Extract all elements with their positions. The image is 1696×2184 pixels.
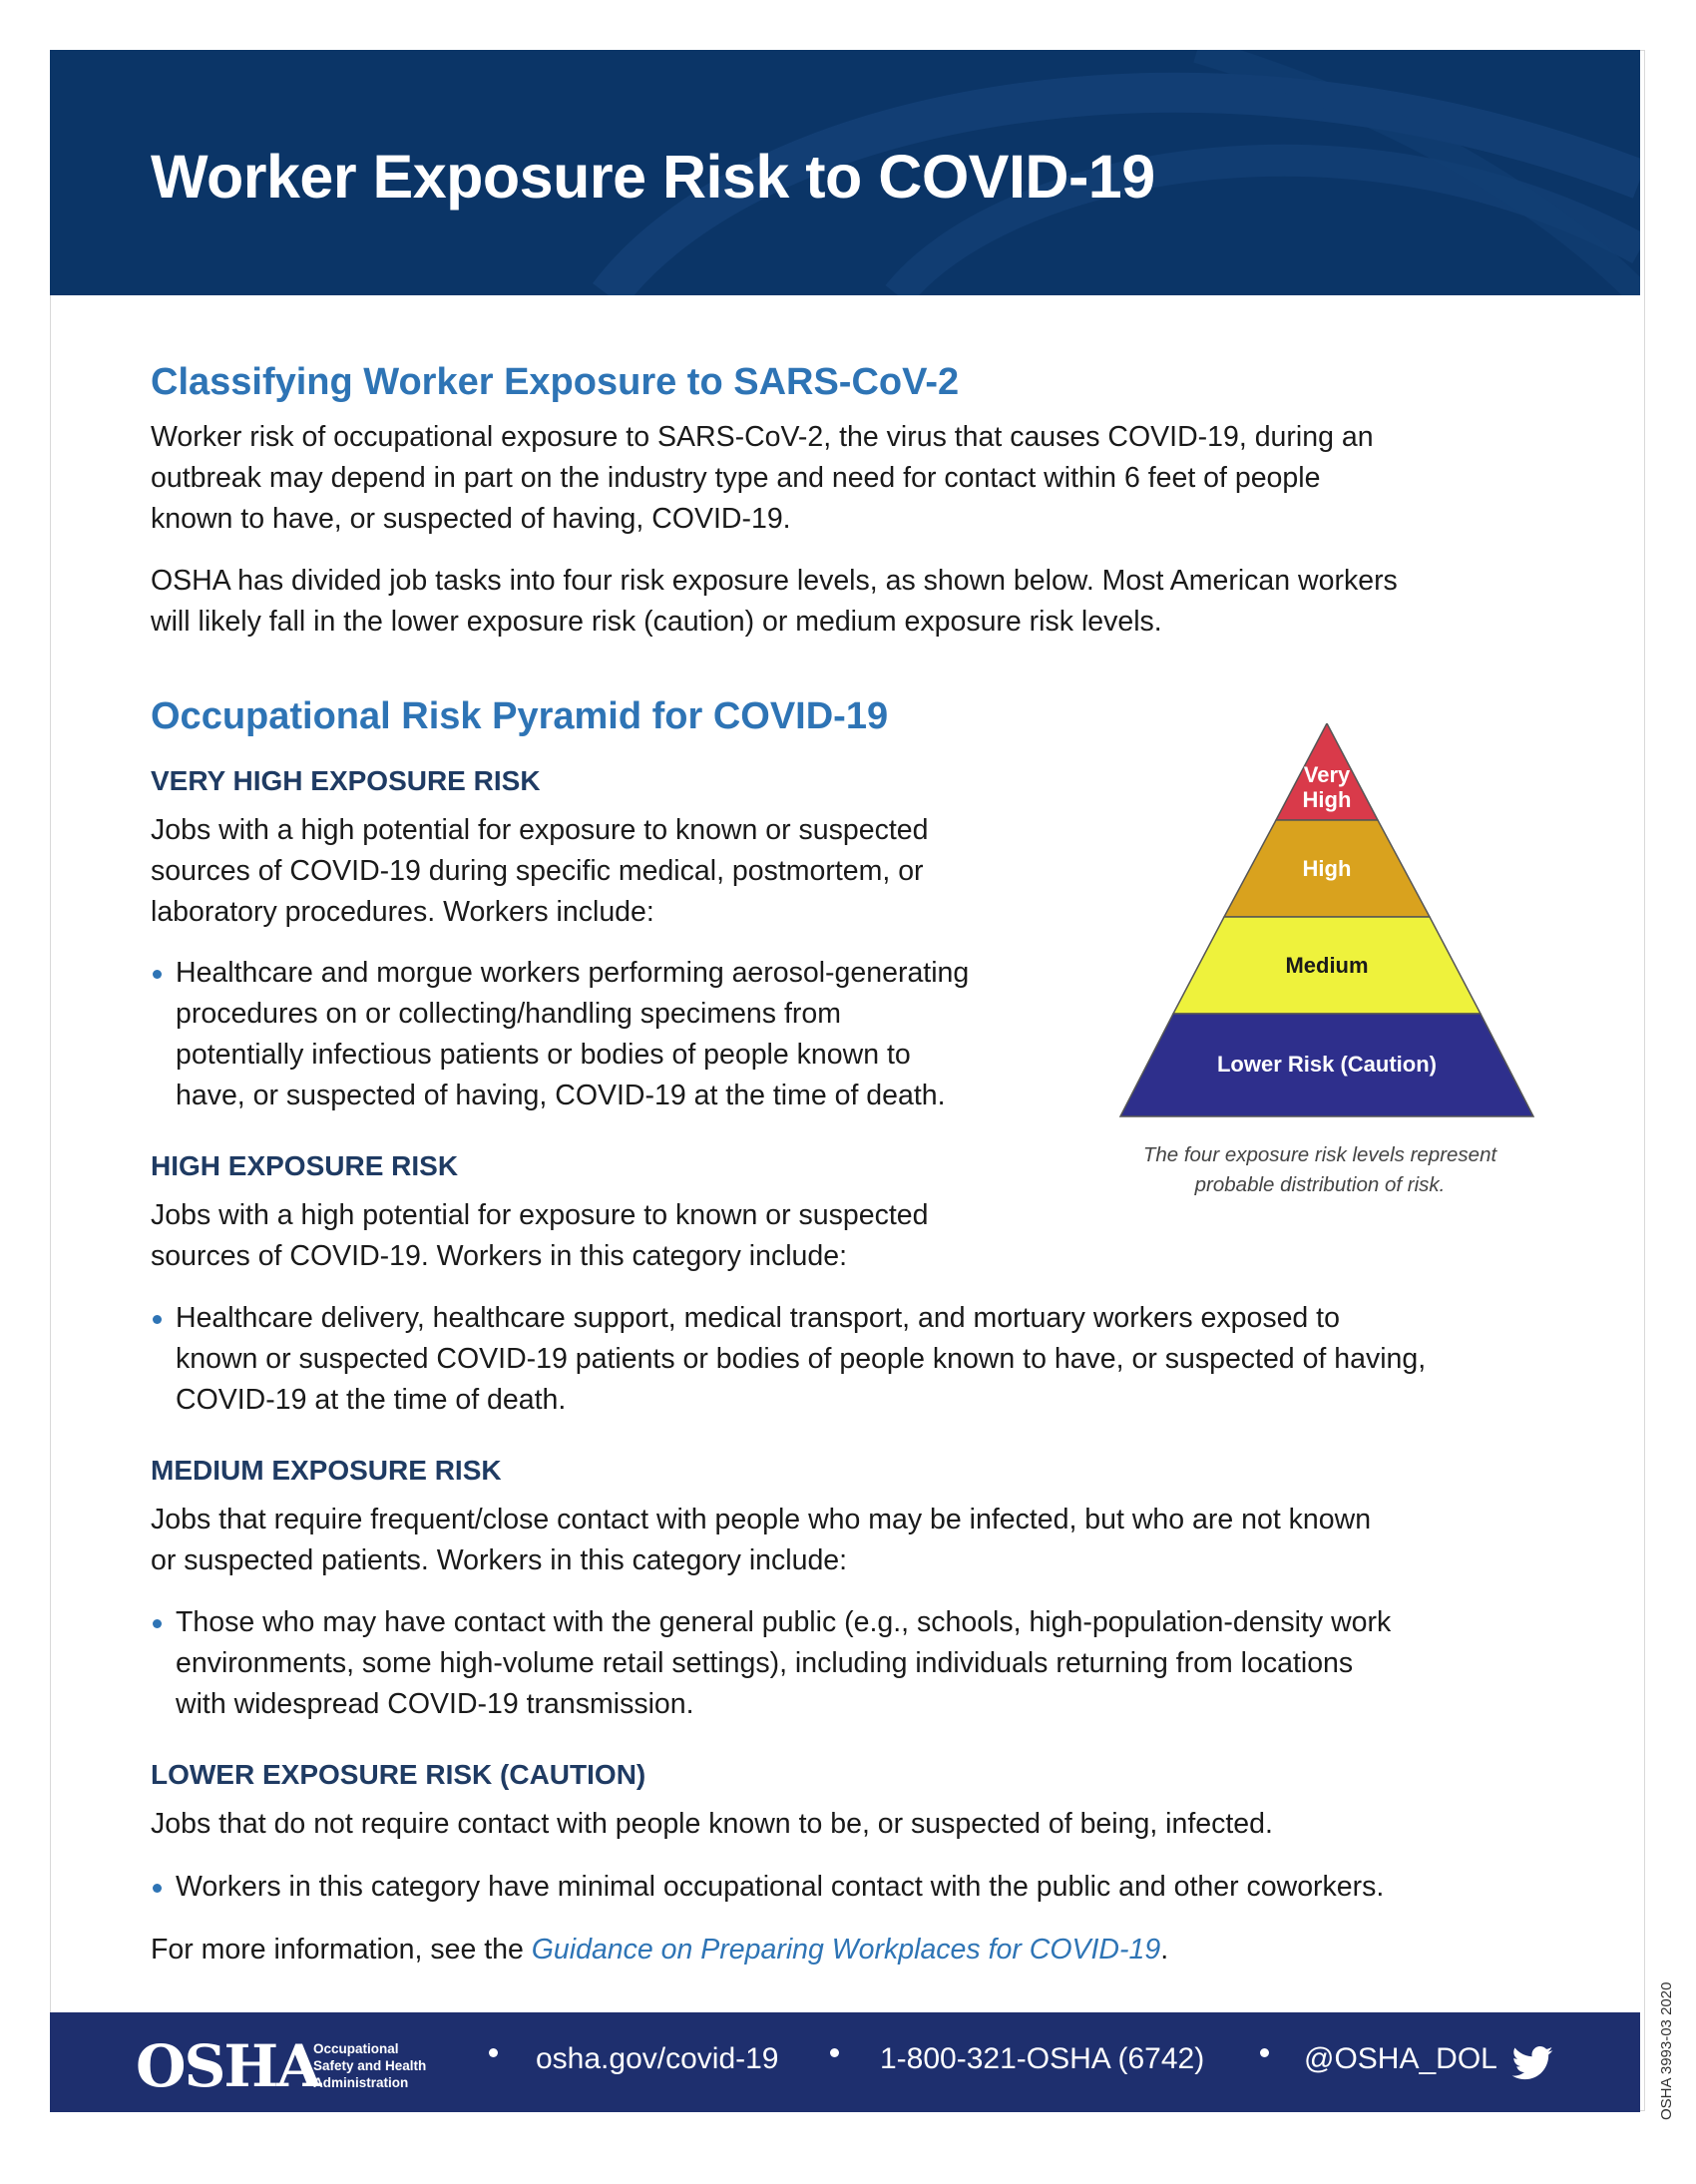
page-title: Worker Exposure Risk to COVID-19 <box>151 143 1155 211</box>
agency-line: Occupational <box>313 2041 399 2056</box>
pyramid-label-very-high-2: High <box>1302 787 1352 812</box>
classifying-heading: Classifying Worker Exposure to SARS-CoV-2 <box>151 361 960 403</box>
very-high-bullet <box>151 953 969 1116</box>
medium-heading: MEDIUM EXPOSURE RISK <box>151 1455 502 1486</box>
twitter-handle[interactable]: @OSHA_DOL <box>1304 2042 1497 2075</box>
high-description <box>151 1195 928 1277</box>
text-line: known to have, or suspected of having, COVID-19. <box>151 503 791 535</box>
pyramid-label-lower: Lower Risk (Caution) <box>1216 1052 1438 1077</box>
text-line: will likely fall in the lower exposure risk (caution) or medium exposure risk levels. <box>151 606 1162 638</box>
text-line: sources of COVID-19 during specific medical, postmortem, or <box>151 855 924 887</box>
website-link[interactable]: osha.gov/covid-19 <box>536 2042 779 2075</box>
footer-bar <box>50 2012 1640 2112</box>
more-info-prefix: For more information, see the <box>151 1934 532 1966</box>
separator-dot <box>489 2048 498 2057</box>
text-line: Worker risk of occupational exposure to SARS-CoV-2, the virus that causes COVID-19, during an <box>151 421 1374 453</box>
high-bullet <box>151 1298 1426 1421</box>
pyramid-caption <box>1097 1140 1542 1200</box>
lower-description <box>151 1804 1273 1845</box>
more-info <box>151 1930 1168 1970</box>
bullet-icon <box>153 970 162 979</box>
lower-bullet <box>151 1867 1384 1908</box>
agency-name <box>313 2040 426 2091</box>
phone-number[interactable]: 1-800-321-OSHA (6742) <box>880 2042 1205 2075</box>
text-line: potentially infectious patients or bodies of people known to <box>176 1039 911 1071</box>
text-line: procedures on or collecting/handling specimens from <box>176 998 841 1030</box>
lower-heading: LOWER EXPOSURE RISK (CAUTION) <box>151 1759 646 1790</box>
text-line: Jobs that require frequent/close contact with people who may be infected, but who are not known <box>151 1504 1372 1535</box>
text-line: with widespread COVID-19 transmission. <box>176 1688 694 1720</box>
agency-line: Safety and Health <box>313 2058 427 2073</box>
more-info-suffix: . <box>1160 1934 1169 1966</box>
very-high-description <box>151 810 928 933</box>
classifying-para-2 <box>151 561 1398 643</box>
bullet-icon <box>153 1315 162 1324</box>
text-line: Jobs that do not require contact with people known to be, or suspected of being, infected. <box>151 1808 1273 1840</box>
caption-line: probable distribution of risk. <box>1194 1173 1446 1196</box>
header-banner <box>50 50 1640 295</box>
twitter-bird-icon[interactable] <box>1511 2046 1553 2080</box>
guidance-link[interactable]: Guidance on Preparing Workplaces for COVID-19 <box>531 1934 1161 1966</box>
classifying-para-1 <box>151 417 1374 540</box>
text-line: sources of COVID-19. Workers in this category include: <box>151 1240 847 1272</box>
separator-dot <box>1260 2048 1269 2057</box>
caption-line: The four exposure risk levels represent <box>1142 1143 1497 1166</box>
text-line: environments, some high-volume retail settings), including individuals returning from locations <box>176 1647 1354 1679</box>
text-line: Jobs with a high potential for exposure to known or suspected <box>151 814 929 846</box>
text-line: COVID-19 at the time of death. <box>176 1384 567 1416</box>
text-line: Jobs with a high potential for exposure to known or suspected <box>151 1199 929 1231</box>
text-line: Those who may have contact with the general public (e.g., schools, high-population-density work <box>176 1606 1392 1638</box>
text-line: Healthcare delivery, healthcare support, medical transport, and mortuary workers exposed to <box>176 1302 1340 1334</box>
bullet-icon <box>153 1619 162 1628</box>
risk-pyramid <box>1097 723 1556 1122</box>
pyramid-label-very-high-1: Very <box>1303 762 1351 787</box>
medium-bullet <box>151 1602 1391 1725</box>
text-line: known or suspected COVID-19 patients or bodies of people known to have, or suspected of having, <box>176 1343 1427 1375</box>
pyramid-label-high: High <box>1302 856 1352 881</box>
text-line: Healthcare and morgue workers performing aerosol-generating <box>176 957 970 989</box>
text-line: outbreak may depend in part on the industry type and need for contact within 6 feet of people <box>151 462 1321 494</box>
text-line: Workers in this category have minimal occupational contact with the public and other coworkers. <box>176 1871 1385 1903</box>
pyramid-label-medium: Medium <box>1285 953 1369 978</box>
document-code: OSHA 3993-03 2020 <box>1658 1981 1675 2120</box>
text-line: OSHA has divided job tasks into four risk exposure levels, as shown below. Most American workers <box>151 565 1398 597</box>
text-line: laboratory procedures. Workers include: <box>151 896 654 928</box>
medium-description <box>151 1500 1371 1581</box>
osha-logo-text: OSHA <box>136 2032 320 2100</box>
text-line: have, or suspected of having, COVID-19 at the time of death. <box>176 1080 946 1111</box>
text-line: or suspected patients. Workers in this category include: <box>151 1544 848 1576</box>
osha-logo <box>136 2032 319 2100</box>
high-heading: HIGH EXPOSURE RISK <box>151 1150 459 1181</box>
pyramid-section-heading: Occupational Risk Pyramid for COVID-19 <box>151 695 889 737</box>
separator-dot <box>830 2048 839 2057</box>
bullet-icon <box>153 1884 162 1893</box>
very-high-heading: VERY HIGH EXPOSURE RISK <box>151 765 541 796</box>
agency-line: Administration <box>313 2075 409 2090</box>
